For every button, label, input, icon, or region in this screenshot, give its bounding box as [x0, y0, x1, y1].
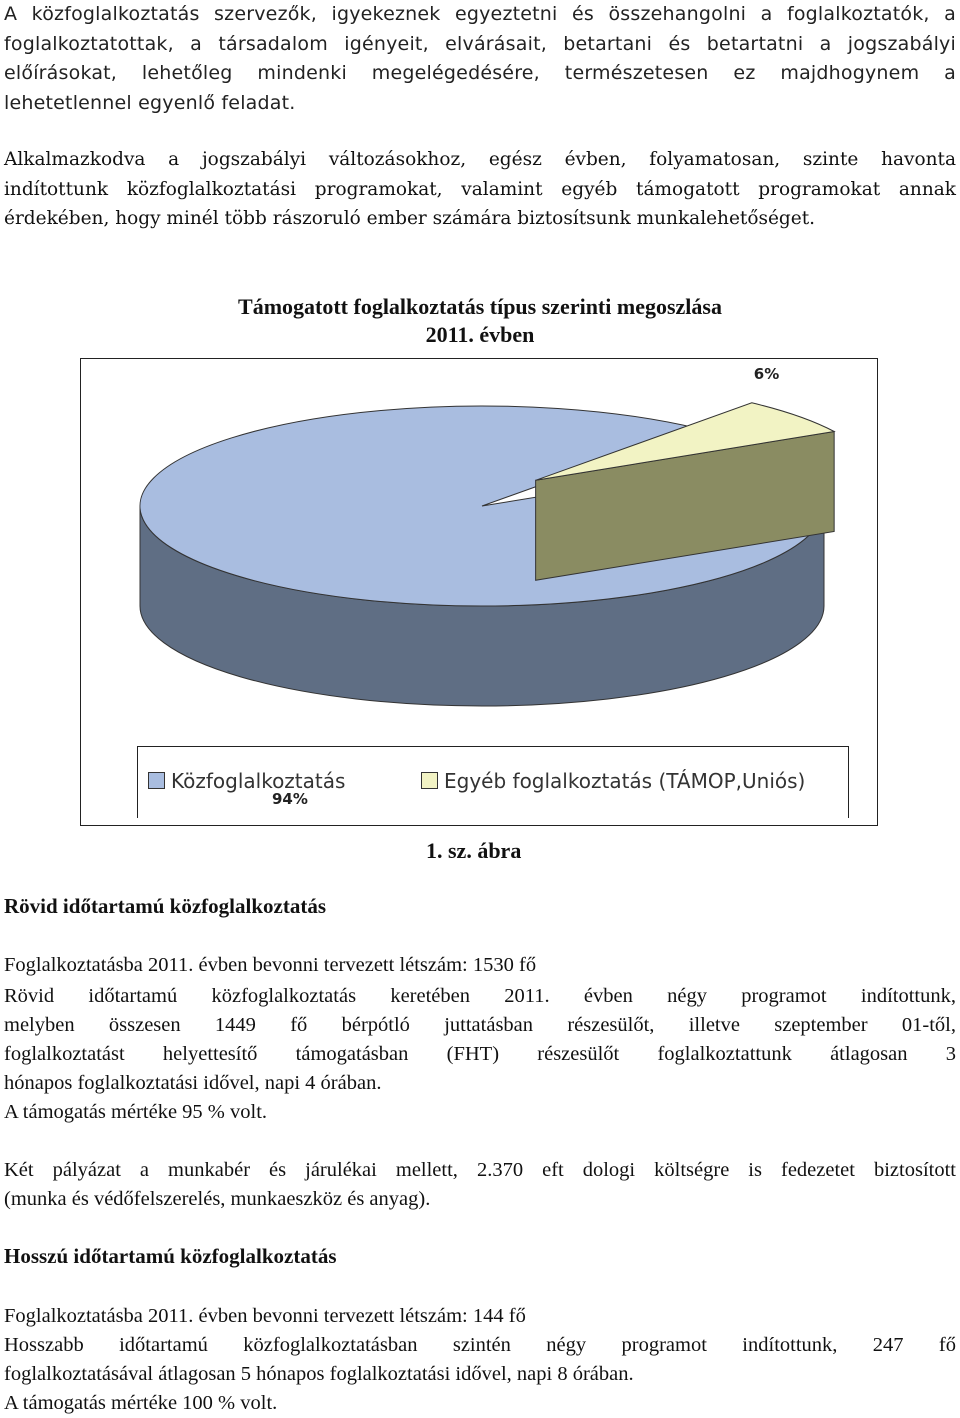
data-label-kozfoglalkoztatas: 94%	[272, 790, 308, 808]
intro-paragraph-2	[4, 145, 956, 234]
chart-subtitle: 2011. évben	[425, 322, 535, 347]
chart-legend	[137, 746, 849, 818]
text-line: foglalkoztatást helyettesítő támogatásban (FHT) részesülőt foglalkoztattunk átlagosan 3	[4, 1043, 956, 1065]
text-line: foglalkoztatásával átlagosan 5 hónapos foglalkoztatási idővel, napi 8 órában.	[4, 1363, 634, 1385]
text-line: Foglalkoztatásba 2011. évben bevonni tervezett létszám: 1530 fő	[4, 954, 537, 976]
legend-swatch	[421, 772, 438, 789]
text-line: Hosszabb időtartamú közfoglalkoztatásban szintén négy programot indítottunk, 247 fő	[4, 1334, 956, 1356]
text-line: lehetetlennel egyenlő feladat.	[4, 91, 296, 114]
text-line: Rövid időtartamú közfoglalkoztatás keretében 2011. évben négy programot indítottunk,	[4, 985, 956, 1007]
legend-item-kozfoglalkoztatas	[148, 769, 345, 793]
section-heading-long-term: Hosszú időtartamú közfoglalkoztatás	[4, 1244, 337, 1268]
text-line: Alkalmazkodva a jogszabályi változásokhoz, egész évben, folyamatosan, szinte havonta	[4, 149, 956, 170]
section-heading-short-term: Rövid időtartamú közfoglalkoztatás	[4, 894, 326, 918]
text-line: (munka és védőfelszerelés, munkaeszköz és anyag).	[4, 1188, 431, 1210]
text-line: előírásokat, lehetőleg mindenki megelégedésére, természetesen ez majdhogynem a	[4, 62, 956, 84]
text-line: A támogatás mértéke 100 % volt.	[4, 1392, 278, 1414]
legend-label: Egyéb foglalkoztatás (TÁMOP,Uniós)	[444, 769, 806, 793]
text-line: Két pályázat a munkabér és járulékai mellett, 2.370 eft dologi költségre is fedezetet biztosított	[4, 1159, 956, 1181]
intro-paragraph-1	[4, 0, 956, 118]
text-line: melyben összesen 1449 fő bérpótló juttatásban részesülőt, illetve szeptember 01-től,	[4, 1014, 956, 1036]
legend-label: Közfoglalkoztatás	[171, 769, 346, 793]
text-line: foglalkoztatottak, a társadalom igényeit, elvárásait, betartani és betartatni a jogszabályi	[4, 32, 956, 55]
text-line: Foglalkoztatásba 2011. évben bevonni tervezett létszám: 144 fő	[4, 1305, 526, 1327]
text-line: indítottunk közfoglalkoztatási programokat, valamint egyéb támogatott programokat annak	[4, 178, 956, 200]
legend-item-egyeb	[421, 769, 805, 793]
pie-chart	[80, 358, 878, 748]
text-line: hónapos foglalkoztatási idővel, napi 4 órában.	[4, 1072, 382, 1094]
legend-swatch	[148, 772, 165, 789]
text-line: A közfoglalkoztatás szervezők, igyekeznek egyeztetni és összehangolni a foglalkoztatók, a	[4, 3, 956, 25]
text-line: A támogatás mértéke 95 % volt.	[4, 1101, 268, 1123]
data-label-egyeb: 6%	[753, 364, 780, 383]
chart-title: Támogatott foglalkoztatás típus szerinti megoszlása	[238, 294, 722, 319]
text-line: érdekében, hogy minél több rászoruló ember számára biztosítsunk munkalehetőséget.	[4, 208, 816, 229]
figure-caption: 1. sz. ábra	[426, 838, 522, 863]
